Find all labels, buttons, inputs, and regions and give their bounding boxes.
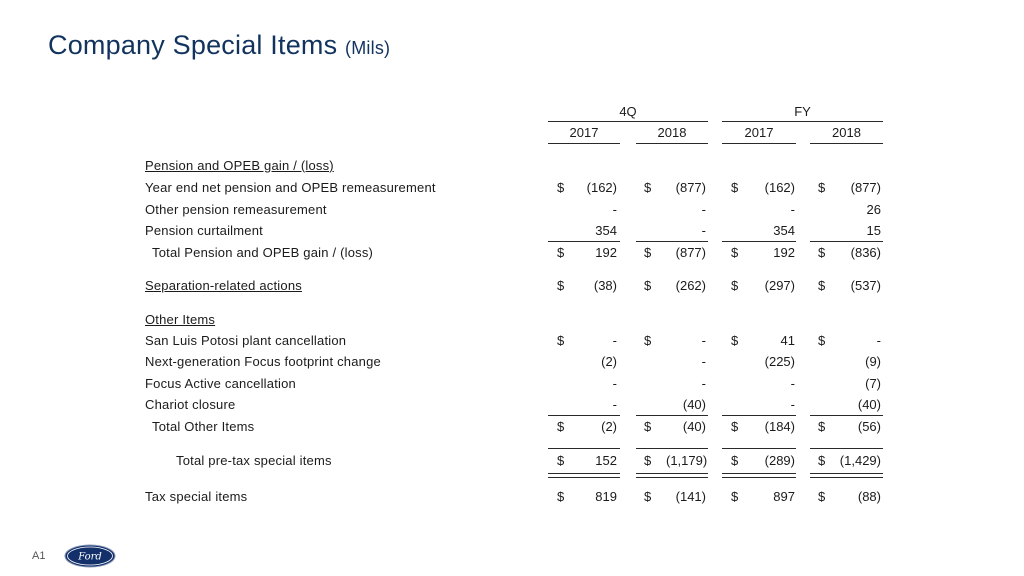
ford-logo [64,544,116,568]
cell-value: - [612,333,617,348]
currency-symbol: $ [644,245,652,260]
cell-value: (877) [675,180,706,195]
table-row [0,330,1024,351]
row-label: Separation-related actions [145,278,302,293]
cell-value: (38) [593,278,617,293]
currency-symbol: $ [818,278,826,293]
row-label: San Luis Potosi plant cancellation [145,333,347,348]
cell-value: (537) [850,278,881,293]
currency-symbol: $ [557,180,565,195]
cell-value: 26 [866,202,881,217]
header-year-rule [636,143,708,144]
row-label: Total Other Items [152,419,255,434]
cell-value: (289) [764,453,795,468]
total-rule [548,448,620,449]
currency-symbol: $ [731,278,739,293]
currency-symbol: $ [818,333,826,348]
header-year-rule [548,143,620,144]
cell-value: 192 [595,245,617,260]
currency-symbol: $ [818,180,826,195]
cell-value: (297) [764,278,795,293]
currency-symbol: $ [644,419,652,434]
cell-value: 41 [780,333,795,348]
row-label: Focus Active cancellation [145,376,296,391]
grand-total-double-rule [810,473,883,478]
row-label: Next-generation Focus footprint change [145,354,381,369]
header-year: 2017 [744,125,774,140]
header-year-rule [810,143,883,144]
header-fy-rule [722,121,883,122]
cell-value: (162) [586,180,617,195]
cell-value: 152 [595,453,617,468]
cell-value: (9) [865,354,881,369]
table-row [0,450,1024,471]
grand-total-double-rule [548,473,620,478]
section-heading: Other Items [145,312,216,327]
cell-value: 192 [773,245,795,260]
cell-value: (877) [675,245,706,260]
table-row [0,242,1024,263]
cell-value: 354 [595,223,617,238]
grand-total-double-rule [636,473,708,478]
currency-symbol: $ [557,419,565,434]
grand-total-double-rule [722,473,796,478]
cell-value: - [701,223,706,238]
header-year-rule [722,143,796,144]
cell-value: (225) [764,354,795,369]
cell-value: - [612,376,617,391]
cell-value: - [790,202,795,217]
cell-value: (2) [601,419,617,434]
header-year: 2018 [832,125,861,140]
row-label: Year end net pension and OPEB remeasurement [145,180,436,195]
currency-symbol: $ [818,453,826,468]
row-label: Other pension remeasurement [145,202,327,217]
currency-symbol: $ [731,180,739,195]
currency-symbol: $ [644,278,652,293]
table-row [0,351,1024,372]
cell-value: (1,179) [666,453,708,468]
cell-value: (877) [850,180,881,195]
cell-value: - [701,333,706,348]
cell-value: - [701,354,706,369]
cell-value: (40) [682,419,706,434]
cell-value: (141) [675,489,706,504]
table-row [0,220,1024,241]
currency-symbol: $ [557,489,565,504]
cell-value: - [612,397,617,412]
cell-value: (7) [865,376,881,391]
cell-value: (162) [764,180,795,195]
table-row [0,416,1024,437]
cell-value: - [876,333,881,348]
row-label: Chariot closure [145,397,236,412]
header-4q: 4Q [619,104,637,119]
cell-value: (2) [601,354,617,369]
page-title [48,30,390,61]
header-year: 2017 [569,125,599,140]
currency-symbol: $ [818,245,826,260]
cell-value: 15 [866,223,881,238]
table-row [0,373,1024,394]
row-label: Tax special items [145,489,248,504]
currency-symbol: $ [818,489,826,504]
page-number: A1 [32,550,46,562]
cell-value: (262) [675,278,706,293]
header-4q-rule [548,121,708,122]
table-row [0,199,1024,220]
row-label: Total pre-tax special items [176,453,332,468]
table-row [0,177,1024,198]
total-rule [636,448,708,449]
table-row [0,486,1024,507]
table-row [0,155,1024,176]
currency-symbol: $ [731,489,739,504]
total-rule [722,448,796,449]
ford-logo-text: Ford [78,551,102,563]
table-row [0,309,1024,330]
header-fy: FY [794,104,811,119]
currency-symbol: $ [644,489,652,504]
cell-value: - [612,202,617,217]
cell-value: (56) [857,419,881,434]
cell-value: (88) [857,489,881,504]
currency-symbol: $ [731,245,739,260]
cell-value: 354 [773,223,795,238]
cell-value: (184) [764,419,795,434]
currency-symbol: $ [731,453,739,468]
header-year: 2018 [657,125,687,140]
currency-symbol: $ [644,333,652,348]
cell-value: - [701,376,706,391]
title-unit: (Mils) [345,38,391,58]
currency-symbol: $ [644,180,652,195]
cell-value: 819 [595,489,617,504]
cell-value: - [790,376,795,391]
currency-symbol: $ [557,278,565,293]
currency-symbol: $ [644,453,652,468]
cell-value: (40) [682,397,706,412]
table-row [0,394,1024,415]
currency-symbol: $ [557,453,565,468]
currency-symbol: $ [557,245,565,260]
cell-value: - [701,202,706,217]
cell-value: 897 [773,489,795,504]
title-text: Company Special Items [48,30,338,60]
currency-symbol: $ [731,333,739,348]
currency-symbol: $ [557,333,565,348]
currency-symbol: $ [731,419,739,434]
cell-value: (40) [857,397,881,412]
table-row [0,275,1024,296]
row-label: Total Pension and OPEB gain / (loss) [152,245,374,260]
cell-value: - [790,397,795,412]
total-rule [810,448,883,449]
cell-value: (1,429) [839,453,881,468]
row-label: Pension curtailment [145,223,263,238]
section-heading: Pension and OPEB gain / (loss) [145,158,334,173]
cell-value: (836) [850,245,881,260]
currency-symbol: $ [818,419,826,434]
